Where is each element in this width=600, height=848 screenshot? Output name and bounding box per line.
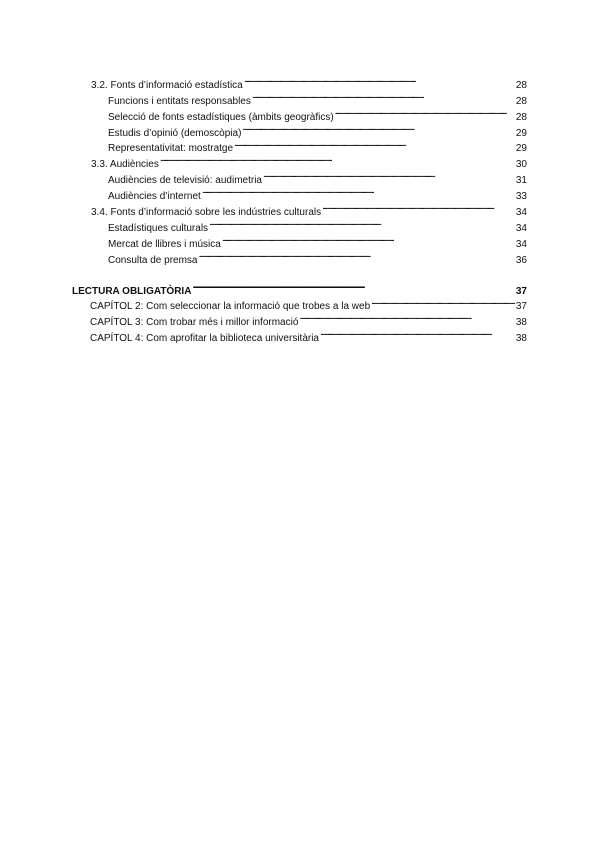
toc-entry-label: Mercat de llibres i música xyxy=(108,238,221,250)
dot-leader xyxy=(244,72,515,88)
toc-entry-label: 3.2. Fonts d’informació estadística xyxy=(91,79,243,91)
toc-entry-estudis[interactable] xyxy=(108,120,527,139)
dot-leader xyxy=(199,247,515,263)
dot-leader xyxy=(371,294,515,310)
toc-entry-3-2[interactable] xyxy=(91,72,527,91)
toc-page-number: 31 xyxy=(515,175,527,187)
dot-leader xyxy=(252,88,515,104)
toc-entry-label: CAPÍTOL 2: Com seleccionar la informació que trobes a la web xyxy=(90,301,371,313)
toc-page-number: 28 xyxy=(515,79,527,91)
dot-leader xyxy=(263,167,515,183)
toc-entry-mercat[interactable] xyxy=(108,231,527,250)
dot-leader xyxy=(299,309,514,325)
dot-leader xyxy=(320,325,515,341)
toc-entry-label: 3.3. Audiències xyxy=(91,159,159,171)
toc-entry-audiencies-internet[interactable] xyxy=(108,183,527,203)
toc-entry-3-3[interactable] xyxy=(91,151,527,171)
dot-leader xyxy=(242,120,514,136)
dot-leader xyxy=(322,199,515,215)
toc-page-number: 28 xyxy=(515,111,527,123)
toc-entry-funcions[interactable] xyxy=(108,88,527,107)
toc-entry-capitol-4[interactable] xyxy=(90,325,527,345)
toc-page-number: 36 xyxy=(515,254,527,266)
toc-entry-label: 3.4. Fonts d’informació sobre les indústries culturals xyxy=(91,207,322,219)
toc-entry-label: Funcions i entitats responsables xyxy=(108,95,251,107)
toc-entry-label: Audiències de televisió: audimetria xyxy=(108,175,262,187)
toc-entry-consulta-premsa[interactable] xyxy=(108,247,527,266)
toc-page-number: 30 xyxy=(515,159,527,171)
toc-entry-label: Estadístiques culturals xyxy=(108,222,209,234)
dot-leader xyxy=(192,278,514,294)
toc-entry-label: Representativitat: mostratge xyxy=(108,143,234,155)
dot-leader xyxy=(234,136,515,152)
toc-entry-label: CAPÍTOL 4: Com aprofitar la biblioteca universitària xyxy=(90,333,319,345)
toc-page-number: 29 xyxy=(515,143,527,155)
toc-page-number: 37 xyxy=(515,301,527,313)
dot-leader xyxy=(202,183,515,199)
table-of-contents xyxy=(0,72,600,345)
toc-page-number: 28 xyxy=(515,95,527,107)
toc-page-number: 34 xyxy=(515,238,527,250)
toc-entry-seleccio[interactable] xyxy=(108,104,527,123)
dot-leader xyxy=(160,151,515,167)
toc-page-number: 37 xyxy=(515,285,527,297)
toc-entry-label: Selecció de fonts estadístiques (àmbits geogràfics) xyxy=(108,111,334,123)
toc-entry-label: Consulta de premsa xyxy=(108,254,198,266)
toc-entry-lectura-obligatoria[interactable] xyxy=(72,278,527,297)
toc-entry-audiencies-televisio[interactable] xyxy=(108,167,527,187)
section-spacer xyxy=(0,263,600,278)
toc-entry-label: CAPÍTOL 3: Com trobar més i millor informació xyxy=(90,317,299,329)
toc-entry-label: LECTURA OBLIGATÒRIA xyxy=(72,285,192,297)
toc-entry-3-4[interactable] xyxy=(91,199,527,219)
toc-page-number: 34 xyxy=(515,222,527,234)
toc-entry-estadistiques-culturals[interactable] xyxy=(108,215,527,234)
toc-entry-representativitat[interactable] xyxy=(108,136,527,155)
dot-leader xyxy=(222,231,515,247)
dot-leader xyxy=(335,104,515,120)
toc-page-number: 38 xyxy=(515,317,527,329)
dot-leader xyxy=(209,215,515,231)
toc-page-number: 29 xyxy=(515,127,527,139)
toc-entry-label: Estudis d’opinió (demoscòpia) xyxy=(108,127,242,139)
toc-page-number: 38 xyxy=(515,333,527,345)
toc-page-number: 33 xyxy=(515,191,527,203)
toc-entry-label: Audiències d’internet xyxy=(108,191,201,203)
toc-entry-capitol-2[interactable] xyxy=(90,294,527,313)
toc-entry-capitol-3[interactable] xyxy=(90,309,527,329)
toc-page-number: 34 xyxy=(515,207,527,219)
